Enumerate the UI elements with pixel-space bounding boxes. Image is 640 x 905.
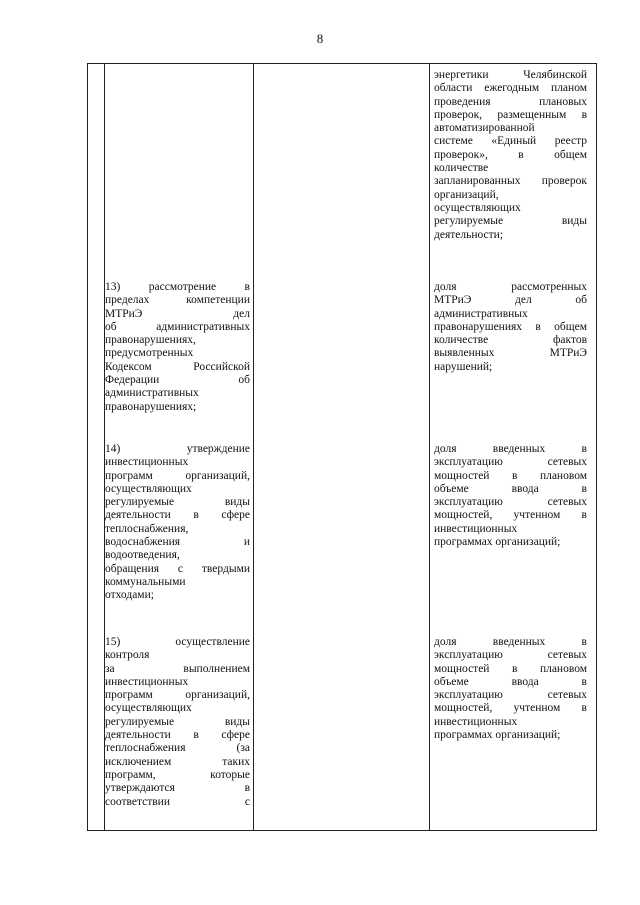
text-line: отходами; [105,589,154,602]
text-line: соответствии с [105,795,250,808]
text-line: предусмотренных [105,347,194,360]
text-line: об административных [105,320,250,333]
text-line: системе «Единый реестр [434,135,587,148]
text-line: 15) осуществление [105,636,250,648]
text-line: обращения с твердыми [105,562,250,575]
text-line: 13) рассмотрение в [105,281,250,293]
text-line: организаций, [434,188,499,201]
text-line: доля введенных в [434,443,587,455]
text-line: объеме ввода в [434,675,587,688]
text-line: мощностей, учтенном в [434,509,587,522]
task-cell [105,636,250,809]
table-border-left [87,63,88,831]
task-cell [105,281,250,414]
text-line: программ, которые [105,768,250,781]
text-line: теплоснабжения (за [105,742,250,755]
text-line: эксплуатацию сетевых [434,456,587,469]
text-line: контроля [105,649,150,662]
text-line: энергетики Челябинской [434,69,587,81]
text-line: правонарушениях; [105,400,197,413]
text-line: регулируемые виды [434,215,587,228]
text-line: выявленных МТРиЭ [434,347,587,360]
text-line: Федерации об [105,374,250,387]
text-line: программ организаций, [105,469,250,482]
text-line: административных [434,307,528,320]
text-line: программах организаций; [434,536,561,549]
indicator-cell [434,69,587,242]
text-line: инвестиционных [434,715,518,728]
text-line: инвестиционных [105,456,189,469]
table-column-divider [253,63,254,831]
text-line: деятельности в сфере [105,729,250,742]
text-line: осуществляющих [434,201,521,214]
text-line: теплоснабжения, [105,522,189,535]
text-line: регулируемые виды [105,715,250,728]
text-line: водоотведения, [105,549,180,562]
text-line: доля введенных в [434,636,587,648]
text-line: доля рассмотренных [434,281,587,293]
text-line: МТРиЭ дел об [434,294,587,307]
text-line: инвестиционных [434,522,518,535]
text-line: исключением таких [105,755,250,768]
text-line: МТРиЭ дел [105,307,250,320]
text-line: автоматизированной [434,122,535,135]
text-line: за выполнением [105,662,250,675]
table-column-divider [429,63,430,831]
text-line: пределах компетенции [105,294,250,307]
text-line: осуществляющих [105,482,192,495]
text-line: деятельности; [434,228,504,241]
text-line: мощностей в плановом [434,469,587,482]
table-border-right [596,63,597,831]
text-line: нарушений; [434,360,493,373]
text-line: программах организаций; [434,729,561,742]
text-line: проведения плановых [434,95,587,108]
text-line: Кодексом Российской [105,360,250,373]
text-line: области ежегодным планом [434,82,587,95]
text-line: деятельности в сфере [105,509,250,522]
text-line: мощностей, учтенном в [434,702,587,715]
table-border-top [87,63,597,64]
text-line: эксплуатацию сетевых [434,496,587,509]
indicator-cell [434,443,587,549]
text-line: количестве [434,162,489,175]
text-line: запланированных проверок [434,175,587,188]
text-line: коммунальными [105,575,186,588]
indicator-cell [434,636,587,742]
text-line: 14) утверждение [105,443,250,455]
column-number [87,63,104,831]
text-line: инвестиционных [105,675,189,688]
text-line: регулируемые виды [105,496,250,509]
text-line: мощностей в плановом [434,662,587,675]
task-cell [105,443,250,603]
indicator-cell [434,281,587,374]
text-line: объеме ввода в [434,482,587,495]
text-line: проверок», в общем [434,148,587,161]
text-line: водоснабжения и [105,536,250,549]
text-line: эксплуатацию сетевых [434,649,587,662]
text-line: правонарушениях в общем [434,320,587,333]
text-line: административных [105,387,199,400]
page-number: 8 [316,31,324,46]
text-line: правонарушениях, [105,334,196,347]
text-line: проверок, размещенным в [434,108,587,121]
text-line: утверждаются в [105,782,250,795]
text-line: осуществляющих [105,702,192,715]
text-line: количестве фактов [434,334,587,347]
text-line: эксплуатацию сетевых [434,689,587,702]
table-border-bottom [87,830,597,831]
text-line: программ организаций, [105,689,250,702]
